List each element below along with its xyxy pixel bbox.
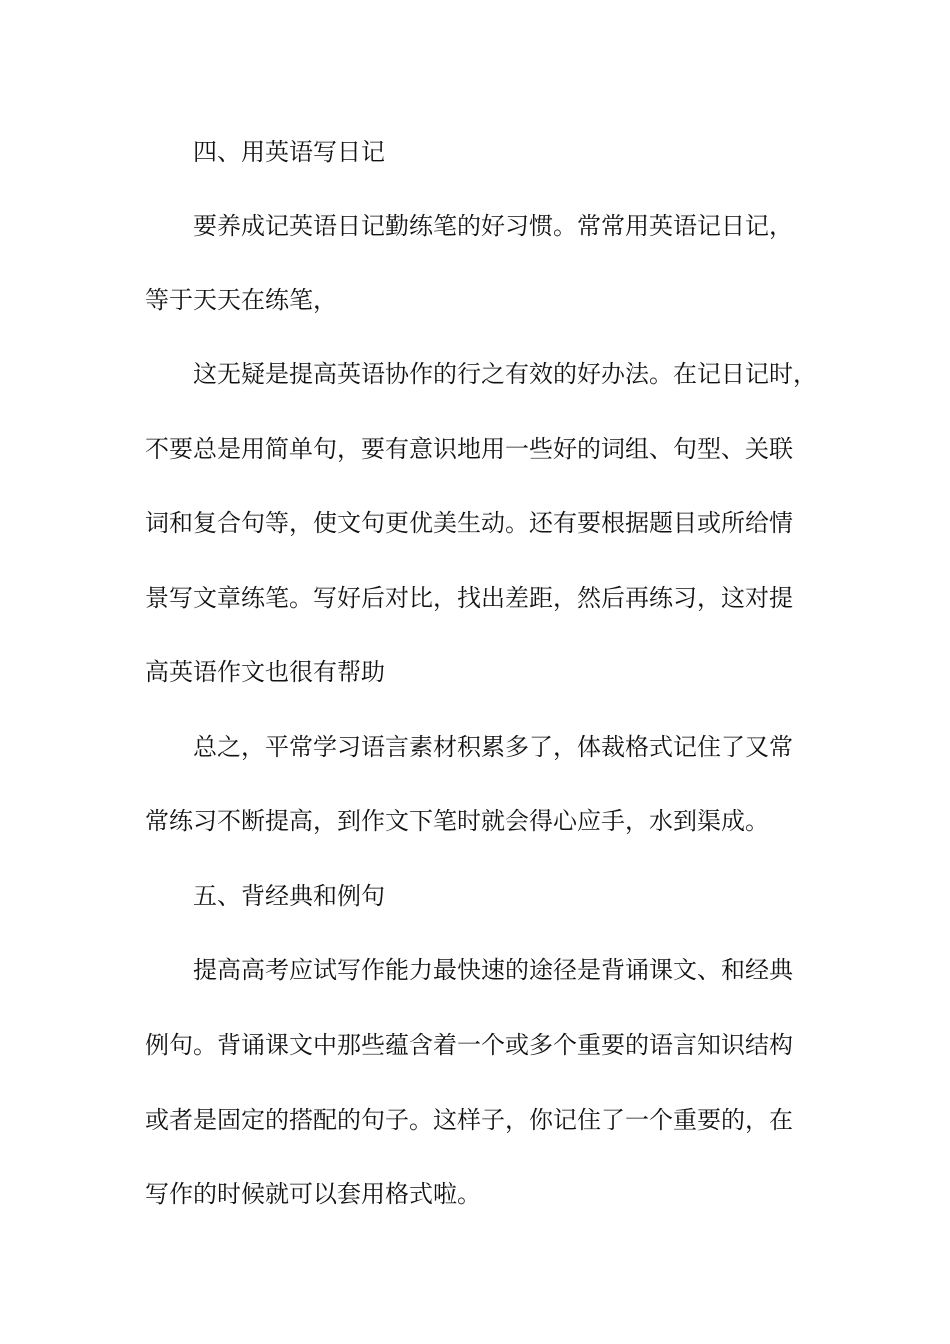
paragraph-line: 写作的时候就可以套用格式啦。 — [145, 1180, 481, 1208]
paragraph-line: 词和复合句等，使文句更优美生动。还有要根据题目或所给情 — [145, 509, 793, 537]
section-heading-4: 四、用英语写日记 — [193, 138, 385, 166]
paragraph-line: 景写文章练笔。写好后对比，找出差距，然后再练习，这对提 — [145, 584, 793, 612]
section-heading-5: 五、背经典和例句 — [193, 882, 385, 910]
paragraph-line: 提高高考应试写作能力最快速的途径是背诵课文、和经典 — [193, 956, 793, 984]
paragraph-line: 不要总是用简单句，要有意识地用一些好的词组、句型、关联 — [145, 435, 793, 463]
paragraph-line: 常练习不断提高，到作文下笔时就会得心应手，水到渠成。 — [145, 807, 769, 835]
paragraph-line: 或者是固定的搭配的句子。这样子，你记住了一个重要的，在 — [145, 1106, 793, 1134]
paragraph-line: 要养成记英语日记勤练笔的好习惯。常常用英语记日记， — [193, 212, 793, 240]
paragraph-line: 这无疑是提高英语协作的行之有效的好办法。在记日记时， — [193, 360, 817, 388]
paragraph-line: 等于天天在练笔， — [145, 286, 337, 314]
paragraph-line: 总之，平常学习语言素材积累多了，体裁格式记住了又常 — [193, 733, 793, 761]
paragraph-line: 例句。背诵课文中那些蕴含着一个或多个重要的语言知识结构 — [145, 1031, 793, 1059]
paragraph-line: 高英语作文也很有帮助 — [145, 658, 385, 686]
